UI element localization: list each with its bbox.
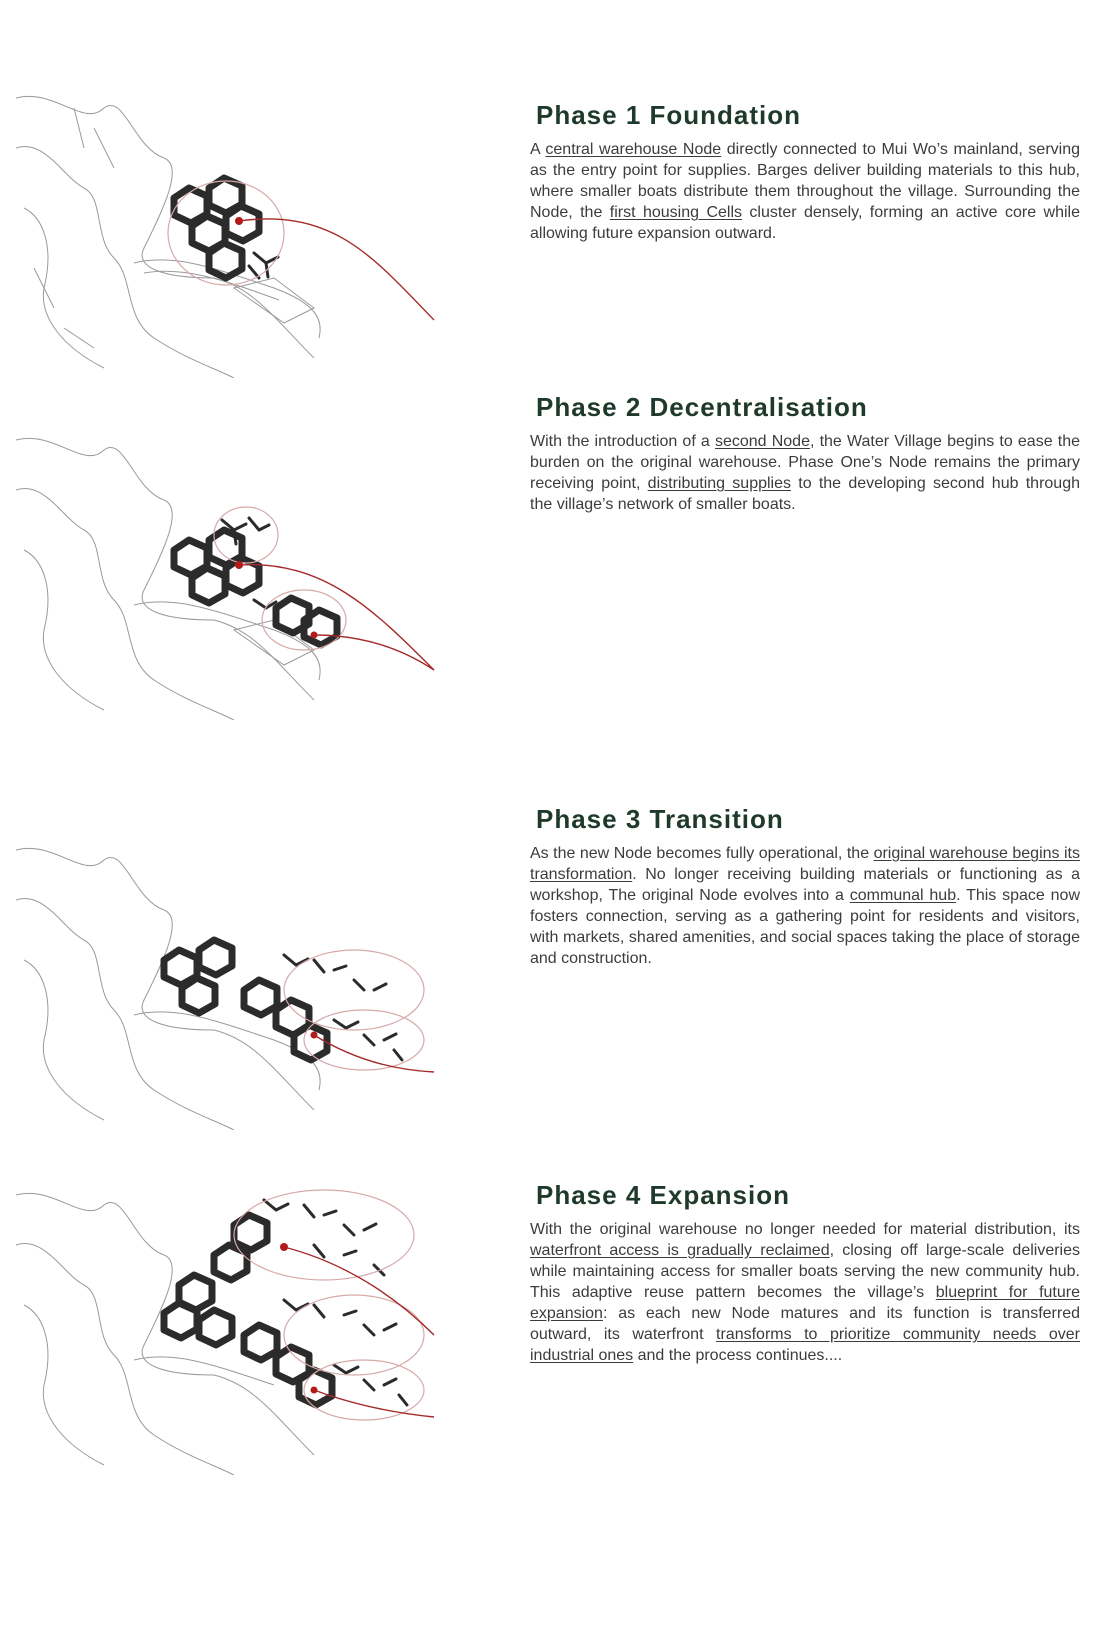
housing-cells — [174, 518, 337, 645]
site-map-4 — [14, 1185, 454, 1475]
highlighted-phrase: communal hub — [849, 887, 957, 904]
highlighted-phrase: central warehouse Node — [545, 141, 722, 158]
body-text: With the original warehouse no longer needed for material distribution, its — [530, 1221, 1080, 1238]
phase-description — [530, 1219, 1080, 1366]
cell-cluster-outline — [284, 950, 424, 1030]
highlighted-phrase: distributing supplies — [647, 475, 791, 492]
phase-1-site-diagram — [14, 88, 454, 388]
phase-3-site-diagram — [14, 840, 454, 1140]
phase-description — [530, 431, 1080, 515]
body-text: and the process continues.... — [633, 1347, 843, 1364]
phase-4-text — [530, 1180, 1080, 1366]
body-text: . This space now fosters connection, serving as a gathering point for residents and visitors, with markets, shared amenities, and social spaces taking the place of storage and construction. — [530, 887, 1080, 967]
housing-cells — [164, 940, 402, 1060]
cell-cluster-outline — [234, 1190, 414, 1280]
highlighted-phrase: waterfront access is gradually reclaimed — [530, 1242, 830, 1259]
body-text: . No longer receiving building materials or functioning as a workshop, The original Node evolves into a — [530, 866, 1080, 904]
body-text: directly connected to Mui Wo’s mainland, serving as the entry point for supplies. Barges deliver building materials to this hub, where smaller boats distribute them throughout the village. Surrounding the Node, the — [530, 141, 1081, 221]
body-text: to the developing second hub through the village’s network of smaller boats. — [530, 475, 1081, 513]
phase-title: Phase 1 Foundation — [536, 100, 802, 130]
phase-description — [530, 139, 1080, 244]
highlighted-phrase: transforms to prioritize community needs over industrial ones — [530, 1326, 1081, 1364]
coastline-lines — [16, 438, 320, 720]
supply-route-line — [314, 1035, 434, 1072]
body-text: , closing off large-scale deliveries while maintaining access for smaller boats serving the new community hub. This adaptive reuse pattern becomes the village’s — [530, 1242, 1080, 1301]
highlighted-phrase: original warehouse begins its transformation — [530, 845, 1080, 883]
phase-4-site-diagram — [14, 1185, 454, 1485]
body-text: With the introduction of a — [530, 433, 715, 450]
warehouse-node-marker — [235, 217, 243, 225]
phase-2-site-diagram — [14, 430, 454, 730]
cell-cluster-outline — [214, 507, 278, 563]
warehouse-node-marker — [280, 1243, 288, 1251]
second-node-marker — [311, 1387, 318, 1394]
phase-3-text — [530, 804, 1080, 969]
site-map-2 — [14, 430, 454, 720]
phase-1-text — [530, 100, 1080, 244]
phase-title: Phase 3 Transition — [536, 804, 784, 834]
body-text: : as each new Node matures and its function is transferred outward, its waterfront — [530, 1305, 1080, 1343]
body-text: , the Water Village begins to ease the burden on the original warehouse. Phase One’s Node remains the primary receiving point, — [530, 433, 1080, 492]
body-text: cluster densely, forming an active core while allowing future expansion outward. — [530, 204, 1081, 242]
phase-title: Phase 2 Decentralisation — [536, 392, 868, 422]
site-map-1 — [14, 88, 454, 378]
highlighted-phrase: blueprint for future expansion — [530, 1284, 1080, 1322]
phase-title: Phase 4 Expansion — [536, 1180, 790, 1210]
cell-cluster-outline — [304, 1360, 424, 1420]
highlighted-phrase: first housing Cells — [609, 204, 743, 221]
second-node-marker — [311, 1032, 318, 1039]
supply-route-line — [284, 1247, 434, 1335]
second-node-marker — [311, 632, 318, 639]
body-text: As the new Node becomes fully operational, the — [530, 845, 874, 862]
phase-description — [530, 843, 1080, 969]
warehouse-node-marker — [235, 561, 243, 569]
site-map-3 — [14, 840, 454, 1130]
phase-2-text — [530, 392, 1080, 515]
highlighted-phrase: second Node — [714, 433, 810, 450]
body-text: A — [530, 141, 546, 158]
